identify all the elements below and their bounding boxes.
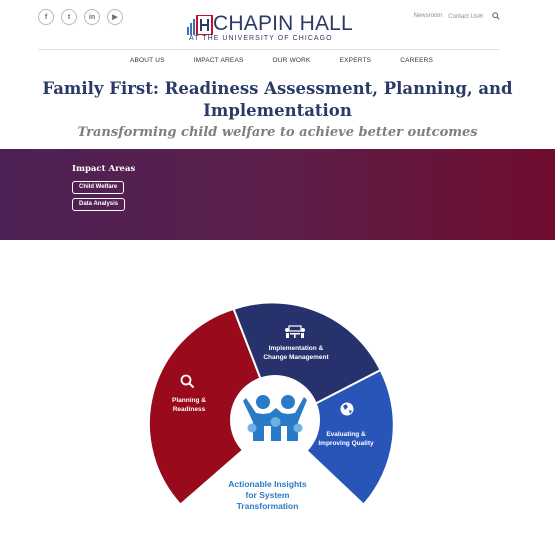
nav-item-experts[interactable]: EXPERTS xyxy=(339,57,372,64)
page-title: Family First: Readiness Assessment, Planning, and Implementation xyxy=(42,79,513,120)
linkedin-icon[interactable]: in xyxy=(84,9,100,25)
youtube-icon[interactable]: ▶ xyxy=(107,9,123,25)
impact-areas-banner xyxy=(0,149,555,240)
segment-label-planning: Planning & Readiness xyxy=(172,397,206,413)
logo-mark-icon xyxy=(187,15,213,35)
logo-title: CHAPIN HALL xyxy=(213,12,353,35)
segment-label-implementation: Implementation & Change Management xyxy=(263,345,329,361)
tag-data-analysis[interactable]: Data Analysis xyxy=(72,198,125,211)
mail-icon: ✉ xyxy=(477,13,483,20)
nav-item-impact-areas[interactable]: IMPACT AREAS xyxy=(193,57,244,64)
contact-link[interactable] xyxy=(448,13,483,20)
main-nav xyxy=(0,57,555,64)
tag-child-welfare[interactable]: Child Welfare xyxy=(72,181,124,194)
site-header xyxy=(0,0,555,50)
nav-item-about-us[interactable]: ABOUT US xyxy=(129,57,165,64)
facebook-icon[interactable]: f xyxy=(38,9,54,25)
newsroom-link[interactable]: Newsroom xyxy=(413,13,443,19)
utility-links xyxy=(414,12,500,20)
globe-icon xyxy=(341,403,354,416)
framework-diagram xyxy=(0,240,555,533)
search-icon[interactable] xyxy=(492,12,500,20)
social-links xyxy=(38,9,123,25)
contact-link-label: Contact Us xyxy=(448,13,478,20)
chapin-hall-logo[interactable] xyxy=(187,11,357,45)
actionable-insights-caption: Actionable Insights for System Transformation xyxy=(228,479,307,511)
nav-item-our-work[interactable]: OUR WORK xyxy=(272,57,311,64)
nav-item-careers[interactable]: CAREERS xyxy=(400,57,434,64)
logo-subtitle: AT THE UNIVERSITY OF CHICAGO xyxy=(189,35,333,42)
impact-areas-heading: Impact Areas xyxy=(72,164,136,174)
segment-label-evaluating: Evaluating & Improving Quality xyxy=(318,431,374,447)
header-divider xyxy=(38,49,500,50)
page-subtitle: Transforming child welfare to achieve better outcomes xyxy=(77,125,478,140)
twitter-icon[interactable]: t xyxy=(61,9,77,25)
